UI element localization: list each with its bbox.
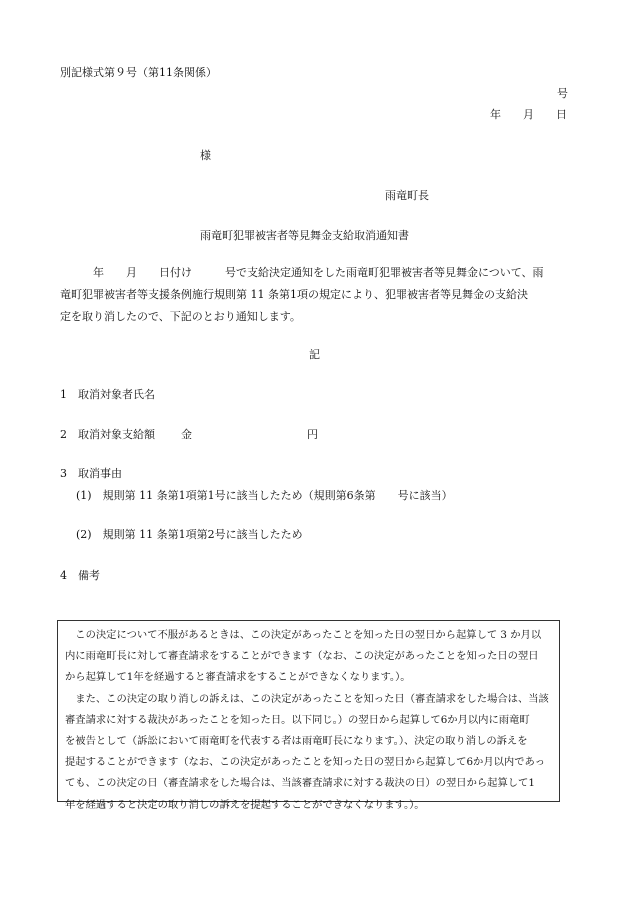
item-1: 1 取消対象者氏名 (60, 388, 155, 401)
item-3: 3 取消事由 (60, 467, 122, 480)
notice-line: 審査請求に対する裁決があったことを知った日。以下同じ。）の翌日から起算して6か月以内に雨竜町 (65, 713, 530, 726)
item-2-unit: 円 (307, 428, 318, 441)
notice-line: 内に雨竜町長に対して審査請求をすることができます（なお、この決定があったことを知った日の翌日 (65, 650, 539, 663)
intro-paragraph (60, 262, 568, 328)
notice-line: また、この決定の取り消しの訴えは、この決定があったことを知った日（審査請求をした場合は、当該 (65, 692, 549, 705)
intro-line: 年 月 日付け 号で支給決定通知をした雨竜町犯罪被害者等見舞金について、雨 (60, 266, 544, 279)
form-id: 別記様式第９号（第11条関係） (60, 66, 217, 79)
notice-line: この決定について不服があるときは、この決定があったことを知った日の翌日から起算して 3 か月以 (65, 629, 542, 641)
item-3-sub-1: (1) 規則第 11 条第1項第1号に該当したため（規則第6条第 号に該当） (76, 489, 453, 502)
item-4: 4 備考 (60, 569, 100, 582)
ki-label: 記 (309, 348, 320, 361)
notice-line: 提起することができます（なお、この決定があったことを知った日の翌日から起算して6か月以内であっ (65, 756, 545, 769)
issuer-name: 雨竜町長 (385, 189, 429, 202)
document-number-label: 号 (557, 87, 568, 100)
notice-line: 年を経過すると決定の取り消しの訴えを提起することができなくなります。）。 (65, 798, 425, 811)
item-2: 2 取消対象支給額 (60, 428, 155, 441)
notice-line: ても、この決定の日（審査請求をした場合は、当該審査請求に対する裁決の日）の翌日から起算して1 (65, 777, 535, 790)
notice-line: から起算して1年を経過すると審査請求をすることができなくなります。）。 (65, 671, 411, 684)
intro-line: 定を取り消したので、下記のとおり通知します。 (60, 310, 301, 323)
notice-line: を被告として（訴訟において雨竜町を代表する者は雨竜町長になります。）、決定の取り消しの訴えを (65, 735, 528, 748)
item-2-prefix: 金 (181, 428, 192, 441)
document-date: 年 月 日 (490, 108, 567, 121)
appeal-notice-box (57, 620, 560, 811)
document-title: 雨竜町犯罪被害者等見舞金支給取消通知書 (200, 229, 409, 242)
item-3-sub-2: (2) 規則第 11 条第1項第2号に該当したため (76, 528, 303, 541)
addressee-suffix: 様 (200, 149, 211, 162)
intro-line: 竜町犯罪被害者等支援条例施行規則第 11 条第1項の規定により、犯罪被害者等見舞金の支給決 (60, 288, 528, 301)
